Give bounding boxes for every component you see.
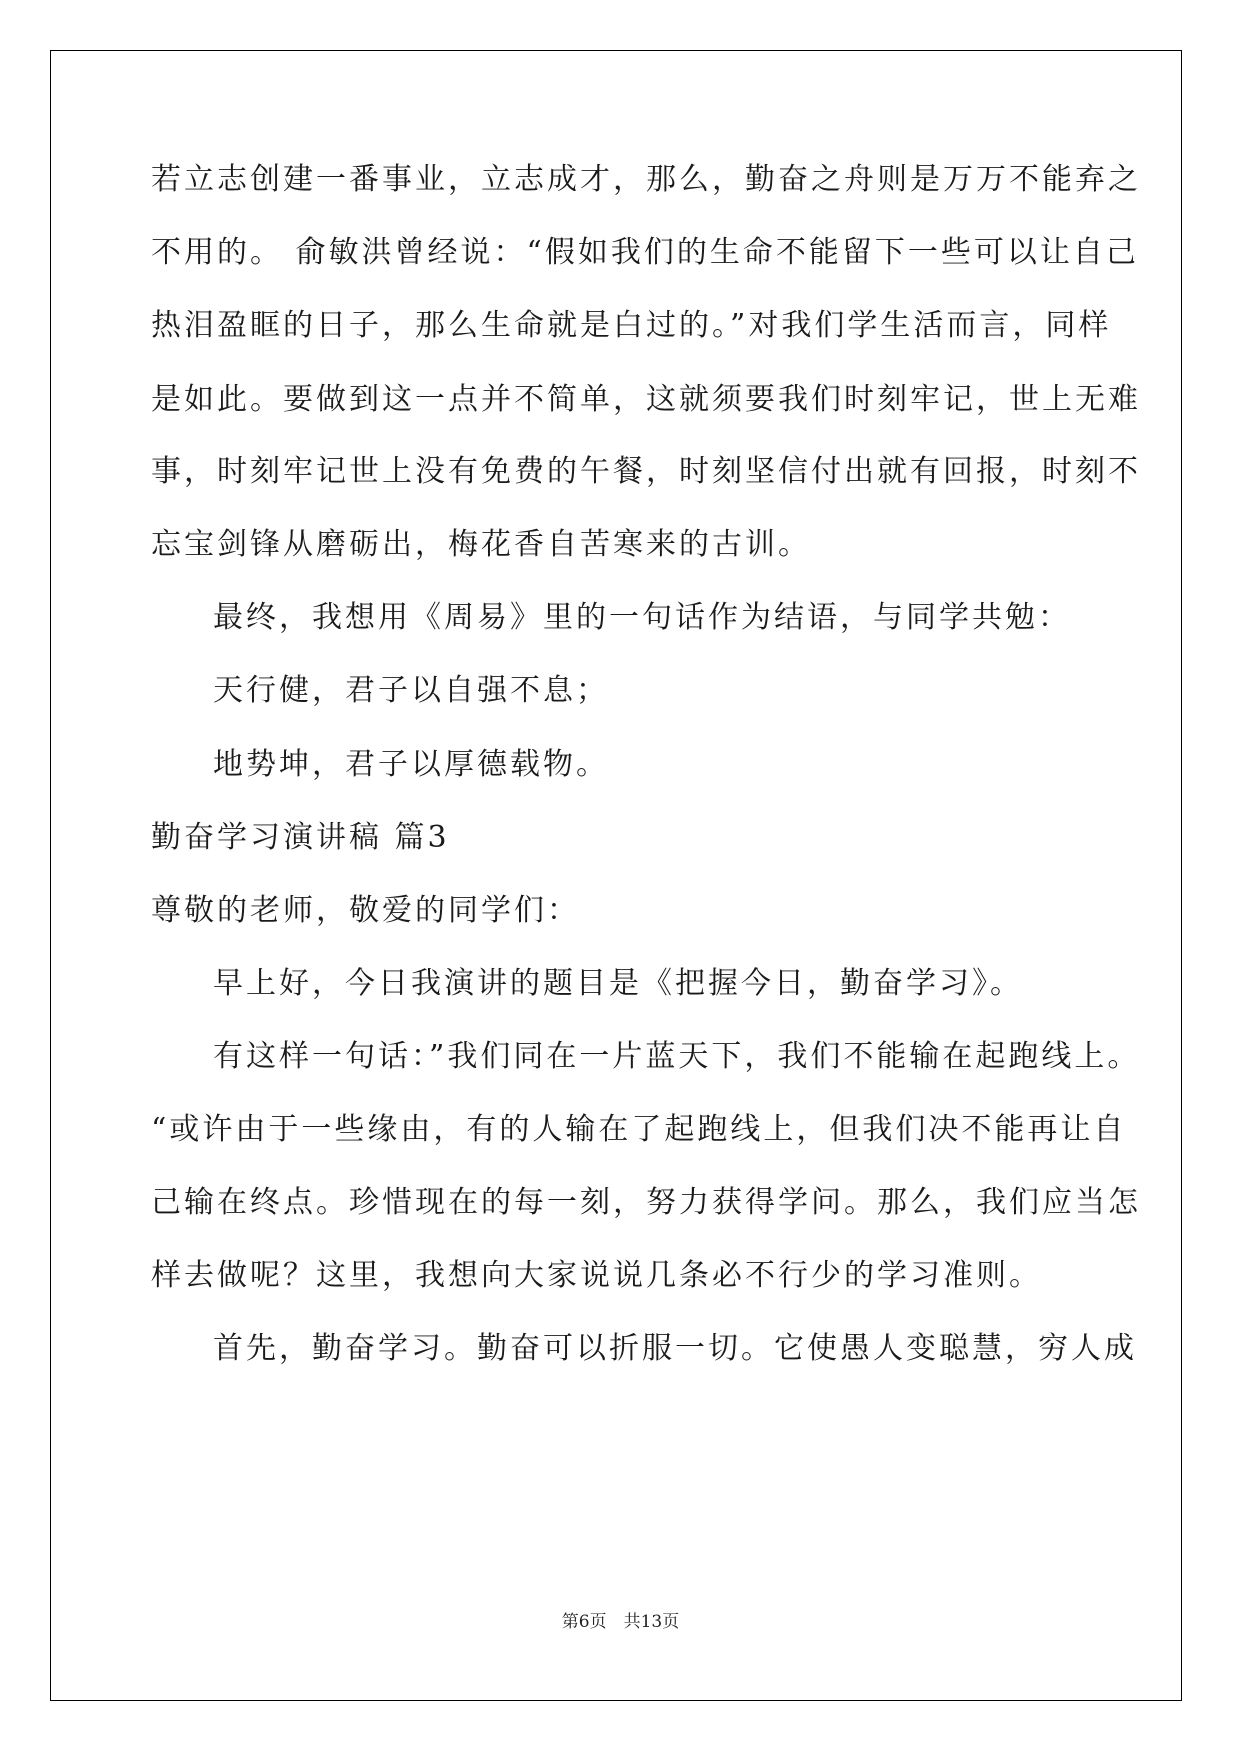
paragraph-line: 若立志创建一番事业，立志成才，那么，勤奋之舟则是万万不能弃之 [151, 162, 1141, 197]
paragraph-line: 是如此。要做到这一点并不简单，这就须要我们时刻牢记，世上无难 [151, 382, 1141, 417]
paragraph-line: 样去做呢？这里，我想向大家说说几条必不行少的学习准则。 [151, 1258, 1042, 1293]
poem-line: 地势坤，君子以厚德载物。 [213, 747, 609, 782]
poem-line: 天行健，君子以自强不息； [213, 673, 609, 708]
paragraph-line: 有这样一句话：”我们同在一片蓝天下，我们不能输在起跑线上。 [213, 1039, 1141, 1074]
paragraph-line: 早上好，今日我演讲的题目是《把握今日，勤奋学习》。 [213, 966, 1023, 1001]
paragraph-line: 忘宝剑锋从磨砺出，梅花香自苦寒来的古训。 [151, 527, 811, 562]
paragraph-line: “或许由于一些缘由，有的人输在了起跑线上，但我们决不能再让自 [151, 1112, 1127, 1147]
paragraph-line: 最终，我想用《周易》里的一句话作为结语，与同学共勉： [213, 600, 1071, 635]
paragraph-line: 不用的。 俞敏洪曾经说：“假如我们的生命不能留下一些可以让自己 [151, 235, 1139, 270]
paragraph-line: 己输在终点。珍惜现在的每一刻，努力获得学问。那么，我们应当怎 [151, 1185, 1141, 1220]
page-number-footer: 第6页 共13页 [561, 1612, 680, 1632]
paragraph-line: 热泪盈眶的日子，那么生命就是白过的。”对我们学生活而言，同样 [151, 308, 1112, 343]
page-border [50, 50, 1182, 1701]
paragraph-line: 首先，勤奋学习。勤奋可以折服一切。它使愚人变聪慧，穷人成 [213, 1331, 1137, 1366]
paragraph-line: 事，时刻牢记世上没有免费的午餐，时刻坚信付出就有回报，时刻不 [151, 454, 1141, 489]
section-heading: 勤奋学习演讲稿 篇3 [151, 820, 450, 855]
salutation: 尊敬的老师，敬爱的同学们： [151, 893, 580, 928]
